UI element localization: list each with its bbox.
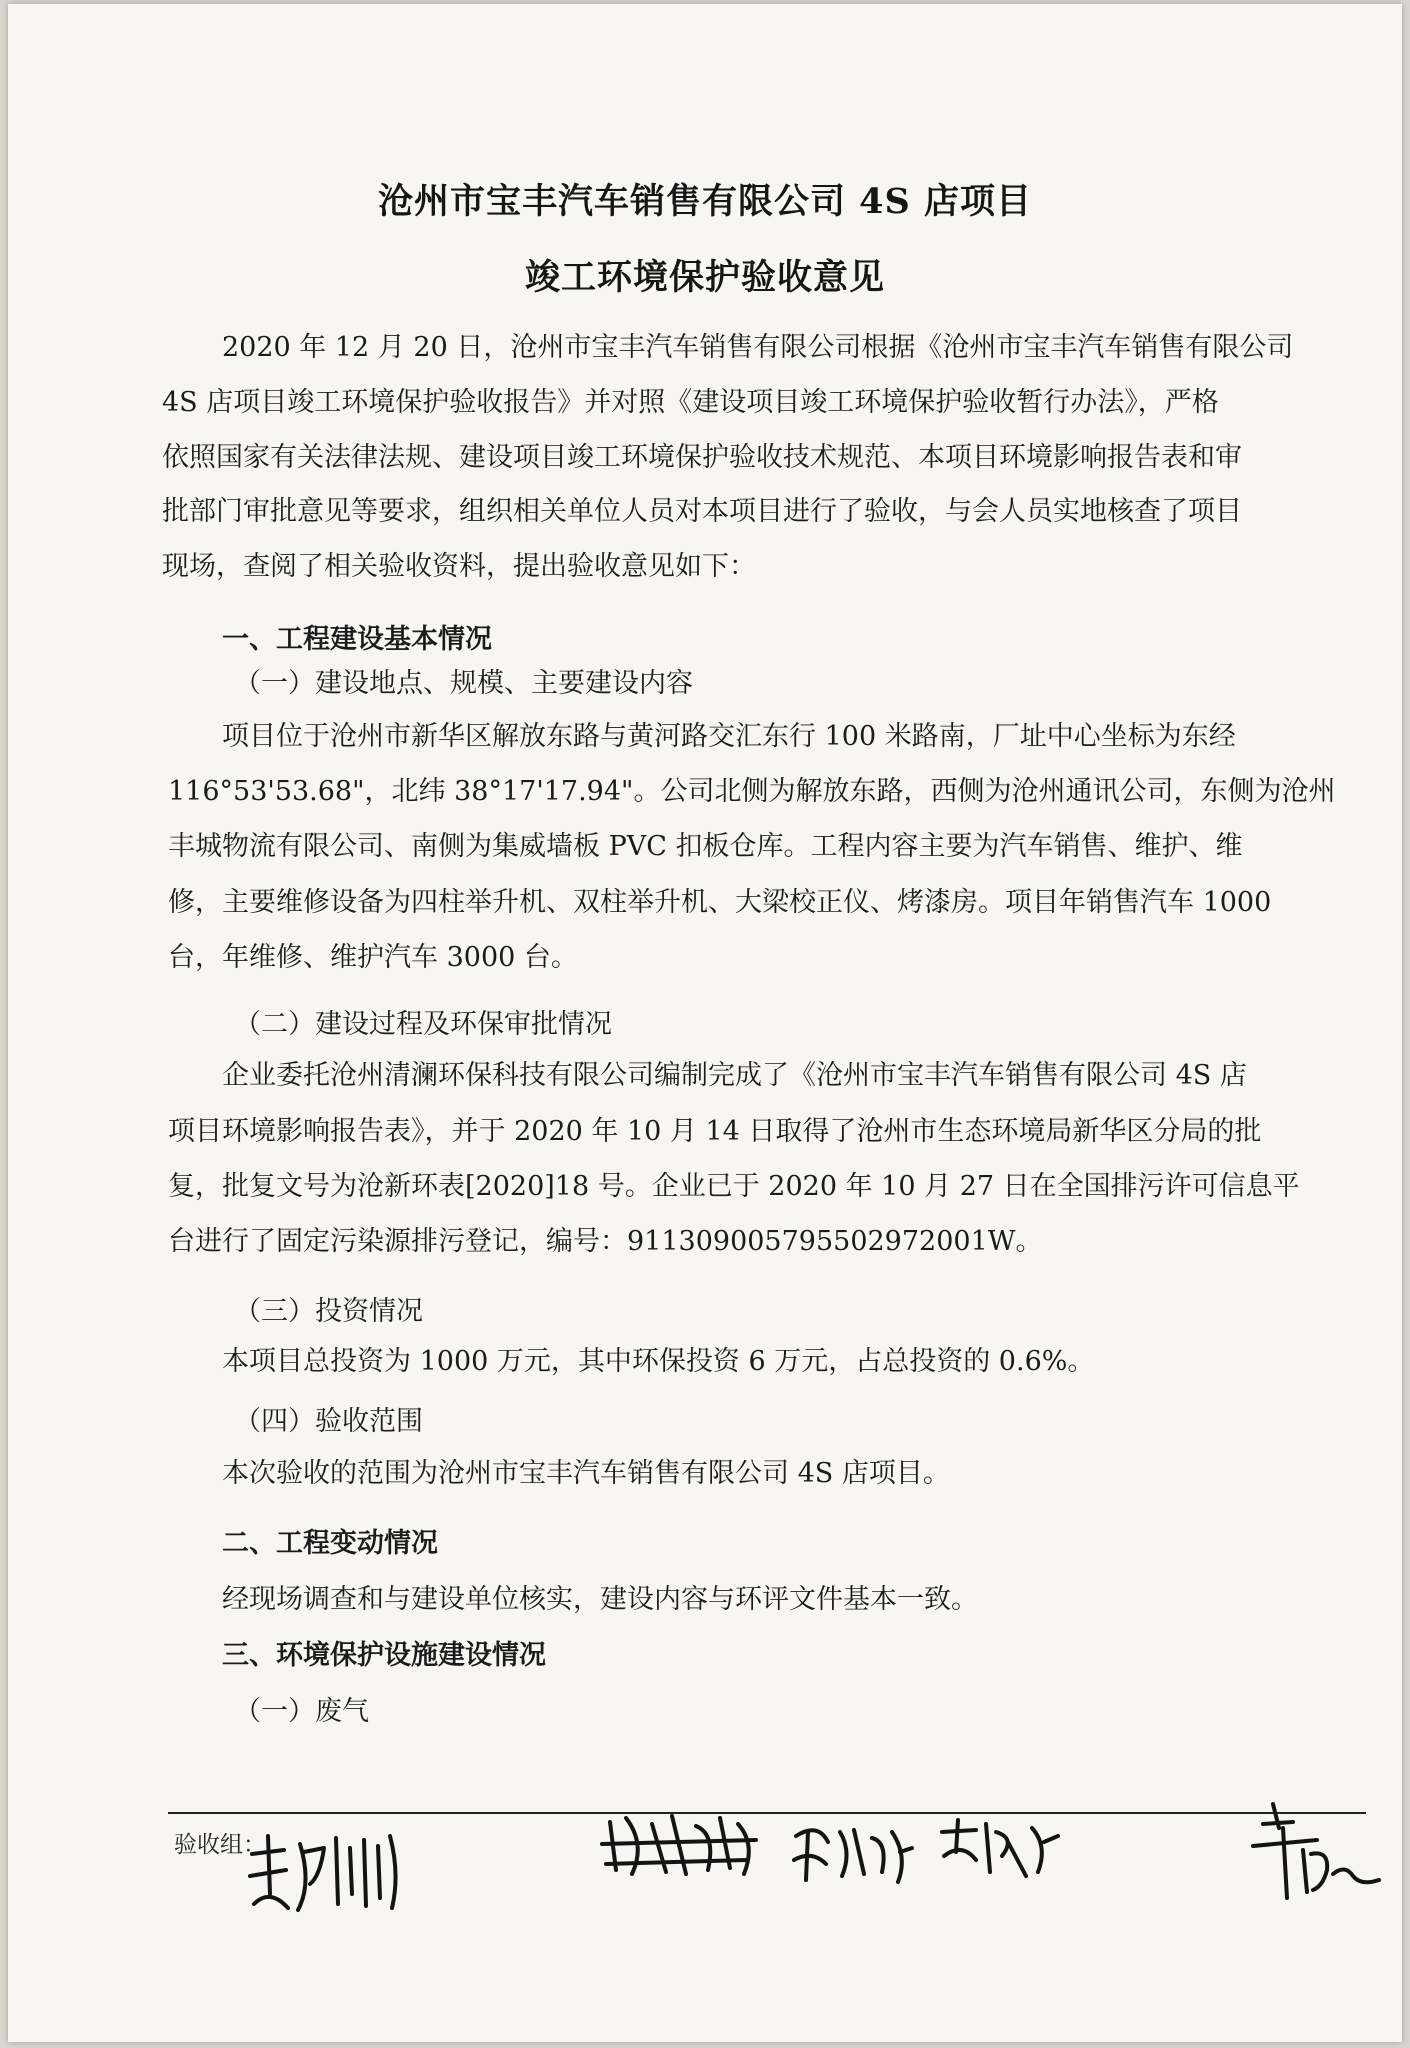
handwritten-signature-2: [596, 1804, 766, 1884]
paragraph-line: 本项目总投资为 1000 万元，其中环保投资 6 万元，占总投资的 0.6%。: [222, 1346, 1095, 1377]
paragraph-line: 修，主要维修设备为四柱举升机、双柱举升机、大梁校正仪、烤漆房。项目年销售汽车 1000: [168, 887, 1272, 918]
paragraph-line: 依照国家有关法律法规、建设项目竣工环境保护验收技术规范、本项目环境影响报告表和审: [162, 442, 1242, 473]
subsection-heading: （一）建设地点、规模、主要建设内容: [234, 668, 693, 699]
paragraph-line: 2020 年 12 月 20 日，沧州市宝丰汽车销售有限公司根据《沧州市宝丰汽车销售有限公司: [222, 332, 1294, 363]
paragraph-line: 台，年维修、维护汽车 3000 台。: [168, 942, 578, 973]
subsection-heading: （四）验收范围: [234, 1406, 423, 1437]
paragraph-line: 4S 店项目竣工环境保护验收报告》并对照《建设项目竣工环境保护验收暂行办法》，严格: [162, 387, 1219, 418]
paragraph-line: 企业委托沧州清澜环保科技有限公司编制完成了《沧州市宝丰汽车销售有限公司 4S 店: [222, 1060, 1247, 1091]
paragraph-line: 116°53'53.68"，北纬 38°17'17.94"。公司北侧为解放东路，西侧为沧州通讯公司，东侧为沧州: [168, 776, 1336, 807]
section-heading: 二、工程变动情况: [222, 1528, 438, 1559]
subsection-heading: （三）投资情况: [234, 1296, 423, 1327]
handwritten-signature-3: [788, 1812, 918, 1892]
paragraph-line: 项目环境影响报告表》，并于 2020 年 10 月 14 日取得了沧州市生态环境局新华区分局的批: [168, 1116, 1262, 1147]
paragraph-line: 批部门审批意见等要求，组织相关单位人员对本项目进行了验收，与会人员实地核查了项目: [162, 496, 1242, 527]
document-title: 沧州市宝丰汽车销售有限公司 4S 店项目: [377, 181, 1032, 222]
paragraph-line: 本次验收的范围为沧州市宝丰汽车销售有限公司 4S 店项目。: [222, 1458, 950, 1489]
handwritten-signature-4: [936, 1812, 1066, 1892]
document-subtitle: 竣工环境保护验收意见: [524, 257, 885, 298]
paragraph-line: 丰城物流有限公司、南侧为集威墙板 PVC 扣板仓库。工程内容主要为汽车销售、维护、维: [168, 831, 1243, 862]
paragraph-line: 复，批复文号为沧新环表[2020]18 号。企业已于 2020 年 10 月 27 日在全国排污许可信息平: [168, 1171, 1300, 1202]
paragraph-line: 经现场调查和与建设单位核实，建设内容与环评文件基本一致。: [222, 1584, 978, 1615]
subsection-heading: （一）废气: [234, 1696, 369, 1727]
handwritten-signature-5: [1233, 1794, 1383, 1904]
document-page: [8, 4, 1402, 2042]
section-heading: 三、环境保护设施建设情况: [222, 1640, 546, 1671]
handwritten-signature-1: [240, 1824, 410, 1914]
inspection-group-label: 验收组：: [174, 1832, 266, 1858]
section-heading: 一、工程建设基本情况: [222, 624, 492, 655]
signature-rule: [168, 1812, 1366, 1814]
paragraph-line: 项目位于沧州市新华区解放东路与黄河路交汇东行 100 米路南，厂址中心坐标为东经: [222, 721, 1236, 752]
paragraph-line: 台进行了固定污染源排污登记，编号：91130900579550297200​1W。: [168, 1226, 1043, 1257]
paragraph-line: 现场，查阅了相关验收资料，提出验收意见如下：: [162, 551, 756, 582]
subsection-heading: （二）建设过程及环保审批情况: [234, 1009, 612, 1040]
